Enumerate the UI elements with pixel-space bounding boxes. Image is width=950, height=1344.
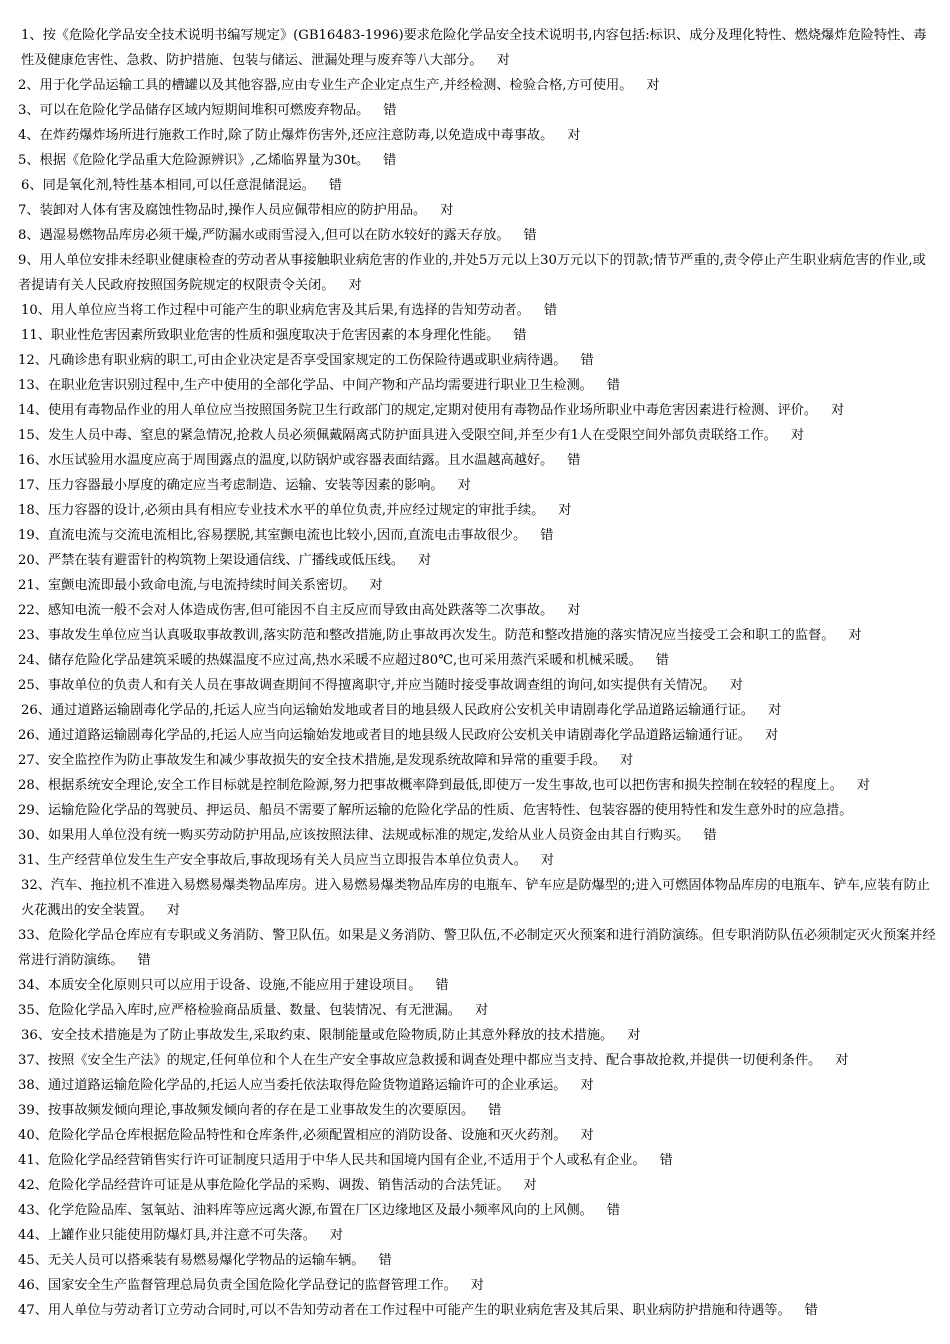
answer-mark: 错 bbox=[383, 153, 397, 168]
answer-mark: 对 bbox=[567, 128, 581, 143]
question-text: 37、按照《安全生产法》的规定,任何单位和个人在生产安全事故应急救援和调查处理中都应当支持、配合事故抢救,并提供一切便利条件。 bbox=[18, 1053, 822, 1068]
answer-mark: 对 bbox=[646, 78, 660, 93]
question-text: 10、用人单位应当将工作过程中可能产生的职业病危害及其后果,有选择的告知劳动者。 bbox=[21, 303, 530, 318]
question-text: 1、按《危险化学品安全技术说明书编写规定》(GB16483-1996)要求危险化学品安全技术说明书,内容包括:标识、成分及理化特性、燃烧爆炸危险特性、毒性及健康危害性、急救、防护措施、包装与储运、泄漏处理与废弃等八大部分。 bbox=[21, 28, 927, 68]
question-text: 32、汽车、拖拉机不准进入易燃易爆类物品库房。进入易燃易爆类物品库房的电瓶车、铲车应是防爆型的;进入可燃固体物品库房的电瓶车、铲车,应装有防止火花溅出的安全装置。 bbox=[21, 878, 930, 918]
question-item bbox=[18, 198, 936, 223]
question-text: 25、事故单位的负责人和有关人员在事故调查期间不得擅离职守,并应当随时接受事故调查组的询问,如实提供有关情况。 bbox=[18, 678, 716, 693]
question-text: 3、可以在危险化学品储存区域内短期间堆积可燃废弃物品。 bbox=[18, 103, 370, 118]
answer-mark: 对 bbox=[580, 1128, 594, 1143]
question-text: 30、如果用人单位没有统一购买劳动防护用品,应该按照法律、法规或标准的规定,发给从业人员资金由其自行购买。 bbox=[18, 828, 690, 843]
question-text: 41、危险化学品经营销售实行许可证制度只适用于中华人民共和国境内国有企业,不适用于个人或私有企业。 bbox=[18, 1153, 646, 1168]
question-item bbox=[18, 698, 936, 723]
question-text: 18、压力容器的设计,必须由具有相应专业技术水平的单位负责,并应经过规定的审批手续。 bbox=[18, 503, 545, 518]
answer-mark: 对 bbox=[329, 1228, 344, 1243]
question-item bbox=[18, 73, 936, 98]
question-item bbox=[18, 848, 936, 873]
question-item bbox=[18, 548, 936, 573]
question-text: 4、在炸药爆炸场所进行施救工作时,除了防止爆炸伤害外,还应注意防毒,以免造成中毒事故。 bbox=[18, 128, 554, 143]
question-item bbox=[18, 1148, 936, 1173]
question-item bbox=[18, 998, 936, 1023]
answer-mark: 错 bbox=[606, 1203, 621, 1218]
question-item bbox=[18, 373, 936, 398]
answer-mark: 对 bbox=[835, 1053, 849, 1068]
answer-mark: 错 bbox=[523, 228, 537, 243]
question-text: 34、本质安全化原则只可以应用于设备、设施,不能应用于建设项目。 bbox=[18, 978, 422, 993]
answer-mark: 错 bbox=[378, 1253, 392, 1268]
question-item bbox=[18, 1198, 936, 1223]
answer-mark: 对 bbox=[558, 503, 572, 518]
question-item bbox=[18, 823, 936, 848]
answer-mark: 错 bbox=[513, 328, 527, 343]
answer-mark: 对 bbox=[765, 728, 779, 743]
question-text: 44、上罐作业只能使用防爆灯具,并注意不可失落。 bbox=[18, 1228, 316, 1243]
answer-mark: 对 bbox=[567, 603, 581, 618]
answer-mark: 对 bbox=[166, 903, 181, 918]
question-text: 14、使用有毒物品作业的用人单位应当按照国务院卫生行政部门的规定,定期对使用有毒物品作业场所职业中毒危害因素进行检测、评价。 bbox=[18, 403, 818, 418]
question-item bbox=[18, 798, 936, 823]
question-item bbox=[18, 1123, 936, 1148]
answer-mark: 对 bbox=[470, 1278, 484, 1293]
question-text: 43、化学危险品库、氢氧站、油料库等应远离火源,布置在厂区边缘地区及最小频率风向的上风侧。 bbox=[18, 1203, 593, 1218]
answer-mark: 对 bbox=[540, 853, 555, 868]
answer-mark: 对 bbox=[580, 1078, 594, 1093]
answer-mark: 错 bbox=[328, 178, 342, 193]
question-item bbox=[18, 1073, 936, 1098]
question-item bbox=[18, 973, 936, 998]
answer-mark: 错 bbox=[383, 103, 397, 118]
answer-mark: 对 bbox=[790, 428, 805, 443]
question-item bbox=[18, 173, 936, 198]
question-text: 45、无关人员可以搭乘装有易燃易爆化学物品的运输车辆。 bbox=[18, 1253, 365, 1268]
question-text: 21、室颤电流即最小致命电流,与电流持续时间关系密切。 bbox=[18, 578, 356, 593]
question-text: 31、生产经营单位发生生产安全事故后,事故现场有关人员应当立即报告本单位负责人。 bbox=[18, 853, 527, 868]
question-text: 5、根据《危险化学品重大危险源辨识》,乙烯临界量为30t。 bbox=[18, 153, 370, 168]
question-text: 26、通过道路运输剧毒化学品的,托运人应当向运输始发地或者目的地县级人民政府公安机关申请剧毒化学品道路运输通行证。 bbox=[18, 728, 752, 743]
question-text: 39、按事故频发倾向理论,事故频发倾向者的存在是工业事故发生的次要原因。 bbox=[18, 1103, 475, 1118]
question-item bbox=[18, 673, 936, 698]
question-item bbox=[18, 598, 936, 623]
question-text: 8、遇湿易燃物品库房必须干燥,严防漏水或雨雪浸入,但可以在防水较好的露天存放。 bbox=[18, 228, 510, 243]
question-item bbox=[18, 223, 936, 248]
answer-mark: 对 bbox=[627, 1028, 641, 1043]
question-text: 2、用于化学品运输工具的槽罐以及其他容器,应由专业生产企业定点生产,并经检测、检验合格,方可使用。 bbox=[18, 78, 633, 93]
question-item bbox=[18, 1098, 936, 1123]
question-item bbox=[18, 473, 936, 498]
question-text: 15、发生人员中毒、窒息的紧急情况,抢救人员必须佩戴隔离式防护面具进入受限空间,并至少有1人在受限空间外部负责联络工作。 bbox=[18, 428, 777, 443]
question-text: 24、储存危险化学品建筑采暖的热媒温度不应过高,热水采暖不应超过80℃,也可采用蒸汽采暖和机械采暖。 bbox=[18, 653, 642, 668]
answer-mark: 错 bbox=[606, 378, 621, 393]
question-text: 47、用人单位与劳动者订立劳动合同时,可以不告知劳动者在工作过程中可能产生的职业病危害及其后果、职业病防护措施和待遇等。 bbox=[18, 1303, 791, 1318]
question-text: 35、危险化学品入库时,应严格检验商品质量、数量、包装情况、有无泄漏。 bbox=[18, 1003, 461, 1018]
question-text: 33、危险化学品仓库应有专职或义务消防、警卫队伍。如果是义务消防、警卫队伍,不必制定灭火预案和进行消防演练。但专职消防队伍必须制定灭火预案并经常进行消防演练。 bbox=[18, 928, 936, 968]
answer-mark: 对 bbox=[768, 703, 782, 718]
question-text: 26、通过道路运输剧毒化学品的,托运人应当向运输始发地或者目的地县级人民政府公安机关申请剧毒化学品道路运输通行证。 bbox=[21, 703, 755, 718]
question-text: 12、凡确诊患有职业病的职工,可由企业决定是否享受国家规定的工伤保险待遇或职业病待遇。 bbox=[18, 353, 567, 368]
question-item bbox=[18, 298, 936, 323]
question-item bbox=[18, 523, 936, 548]
answer-mark: 错 bbox=[567, 453, 581, 468]
answer-mark: 对 bbox=[348, 278, 362, 293]
question-text: 40、危险化学品仓库根据危险品特性和仓库条件,必须配置相应的消防设备、设施和灭火药剂。 bbox=[18, 1128, 567, 1143]
question-text: 28、根据系统安全理论,安全工作目标就是控制危险源,努力把事故概率降到最低,即使万一发生事故,也可以把伤害和损失控制在较轻的程度上。 bbox=[18, 778, 843, 793]
question-text: 36、安全技术措施是为了防止事故发生,采取约束、限制能量或危险物质,防止其意外释放的技术措施。 bbox=[21, 1028, 614, 1043]
answer-mark: 错 bbox=[703, 828, 717, 843]
question-text: 9、用人单位安排未经职业健康检查的劳动者从事接触职业病危害的作业的,并处5万元以上30万元以下的罚款;情节严重的,责令停止产生职业病危害的作业,或者提请有关人民政府按照国务院规定的权限责令关闭。 bbox=[18, 253, 926, 293]
question-item bbox=[18, 923, 936, 973]
answer-mark: 对 bbox=[418, 553, 432, 568]
answer-mark: 对 bbox=[831, 403, 845, 418]
question-item bbox=[18, 723, 936, 748]
question-text: 27、安全监控作为防止事故发生和减少事故损失的安全技术措施,是发现系统故障和异常的重要手段。 bbox=[18, 753, 607, 768]
question-item bbox=[18, 448, 936, 473]
question-text: 6、同是氧化剂,特性基本相同,可以任意混储混运。 bbox=[21, 178, 315, 193]
question-item bbox=[18, 323, 936, 348]
answer-mark: 错 bbox=[543, 303, 558, 318]
question-item bbox=[18, 98, 936, 123]
answer-mark: 错 bbox=[580, 353, 594, 368]
question-item bbox=[18, 873, 936, 923]
question-item bbox=[18, 773, 936, 798]
answer-mark: 错 bbox=[488, 1103, 502, 1118]
answer-mark: 错 bbox=[540, 528, 554, 543]
question-item bbox=[18, 1248, 936, 1273]
question-text: 46、国家安全生产监督管理总局负责全国危险化学品登记的监督管理工作。 bbox=[18, 1278, 457, 1293]
question-item bbox=[18, 1173, 936, 1198]
question-text: 11、职业性危害因素所致职业危害的性质和强度取决于危害因素的本身理化性能。 bbox=[21, 328, 500, 343]
answer-mark: 对 bbox=[620, 753, 634, 768]
question-item bbox=[18, 1048, 936, 1073]
answer-mark: 对 bbox=[369, 578, 383, 593]
question-item bbox=[18, 148, 936, 173]
question-item bbox=[18, 1298, 936, 1323]
answer-mark: 对 bbox=[474, 1003, 489, 1018]
answer-mark: 对 bbox=[729, 678, 743, 693]
question-text: 42、危险化学品经营许可证是从事危险化学品的采购、调拨、销售活动的合法凭证。 bbox=[18, 1178, 510, 1193]
answer-mark: 对 bbox=[496, 53, 510, 68]
answer-mark: 对 bbox=[523, 1178, 537, 1193]
answer-mark: 对 bbox=[457, 478, 471, 493]
question-item bbox=[18, 623, 936, 648]
question-item bbox=[18, 398, 936, 423]
answer-mark: 错 bbox=[435, 978, 449, 993]
question-item bbox=[18, 573, 936, 598]
question-text: 19、直流电流与交流电流相比,容易摆脱,其室颤电流也比较小,因而,直流电击事故很少。 bbox=[18, 528, 527, 543]
question-text: 17、压力容器最小厚度的确定应当考虑制造、运输、安装等因素的影响。 bbox=[18, 478, 444, 493]
question-text: 16、水压试验用水温度应高于周围露点的温度,以防锅炉或容器表面结露。且水温越高越好。 bbox=[18, 453, 554, 468]
answer-mark: 对 bbox=[848, 628, 862, 643]
question-text: 20、严禁在装有避雷针的构筑物上架设通信线、广播线或低压线。 bbox=[18, 553, 405, 568]
question-item bbox=[18, 748, 936, 773]
question-item bbox=[18, 348, 936, 373]
question-text: 7、装卸对人体有害及腐蚀性物品时,操作人员应佩带相应的防护用品。 bbox=[18, 203, 427, 218]
question-text: 23、事故发生单位应当认真吸取事故教训,落实防范和整改措施,防止事故再次发生。防范和整改措施的落实情况应当接受工会和职工的监督。 bbox=[18, 628, 835, 643]
question-text: 29、运输危险化学品的驾驶员、押运员、船员不需要了解所运输的危险化学品的性质、危害特性、包装容器的使用特性和发生意外时的应急措。 bbox=[18, 803, 853, 818]
question-item bbox=[18, 498, 936, 523]
question-item bbox=[18, 423, 936, 448]
answer-mark: 错 bbox=[137, 953, 151, 968]
answer-mark: 对 bbox=[856, 778, 870, 793]
question-item bbox=[18, 23, 936, 73]
question-item bbox=[18, 648, 936, 673]
answer-mark: 错 bbox=[659, 1153, 673, 1168]
answer-mark: 对 bbox=[440, 203, 454, 218]
question-item bbox=[18, 1023, 936, 1048]
question-item bbox=[18, 1273, 936, 1298]
question-item bbox=[18, 248, 936, 298]
answer-mark: 错 bbox=[655, 653, 669, 668]
answer-mark: 错 bbox=[804, 1303, 818, 1318]
question-item bbox=[18, 1223, 936, 1248]
question-item bbox=[18, 123, 936, 148]
question-text: 22、感知电流一般不会对人体造成伤害,但可能因不自主反应而导致由高处跌落等二次事故。 bbox=[18, 603, 554, 618]
question-text: 38、通过道路运输危险化学品的,托运人应当委托依法取得危险货物道路运输许可的企业承运。 bbox=[18, 1078, 567, 1093]
question-text: 13、在职业危害识别过程中,生产中使用的全部化学品、中间产物和产品均需要进行职业卫生检测。 bbox=[18, 378, 593, 393]
